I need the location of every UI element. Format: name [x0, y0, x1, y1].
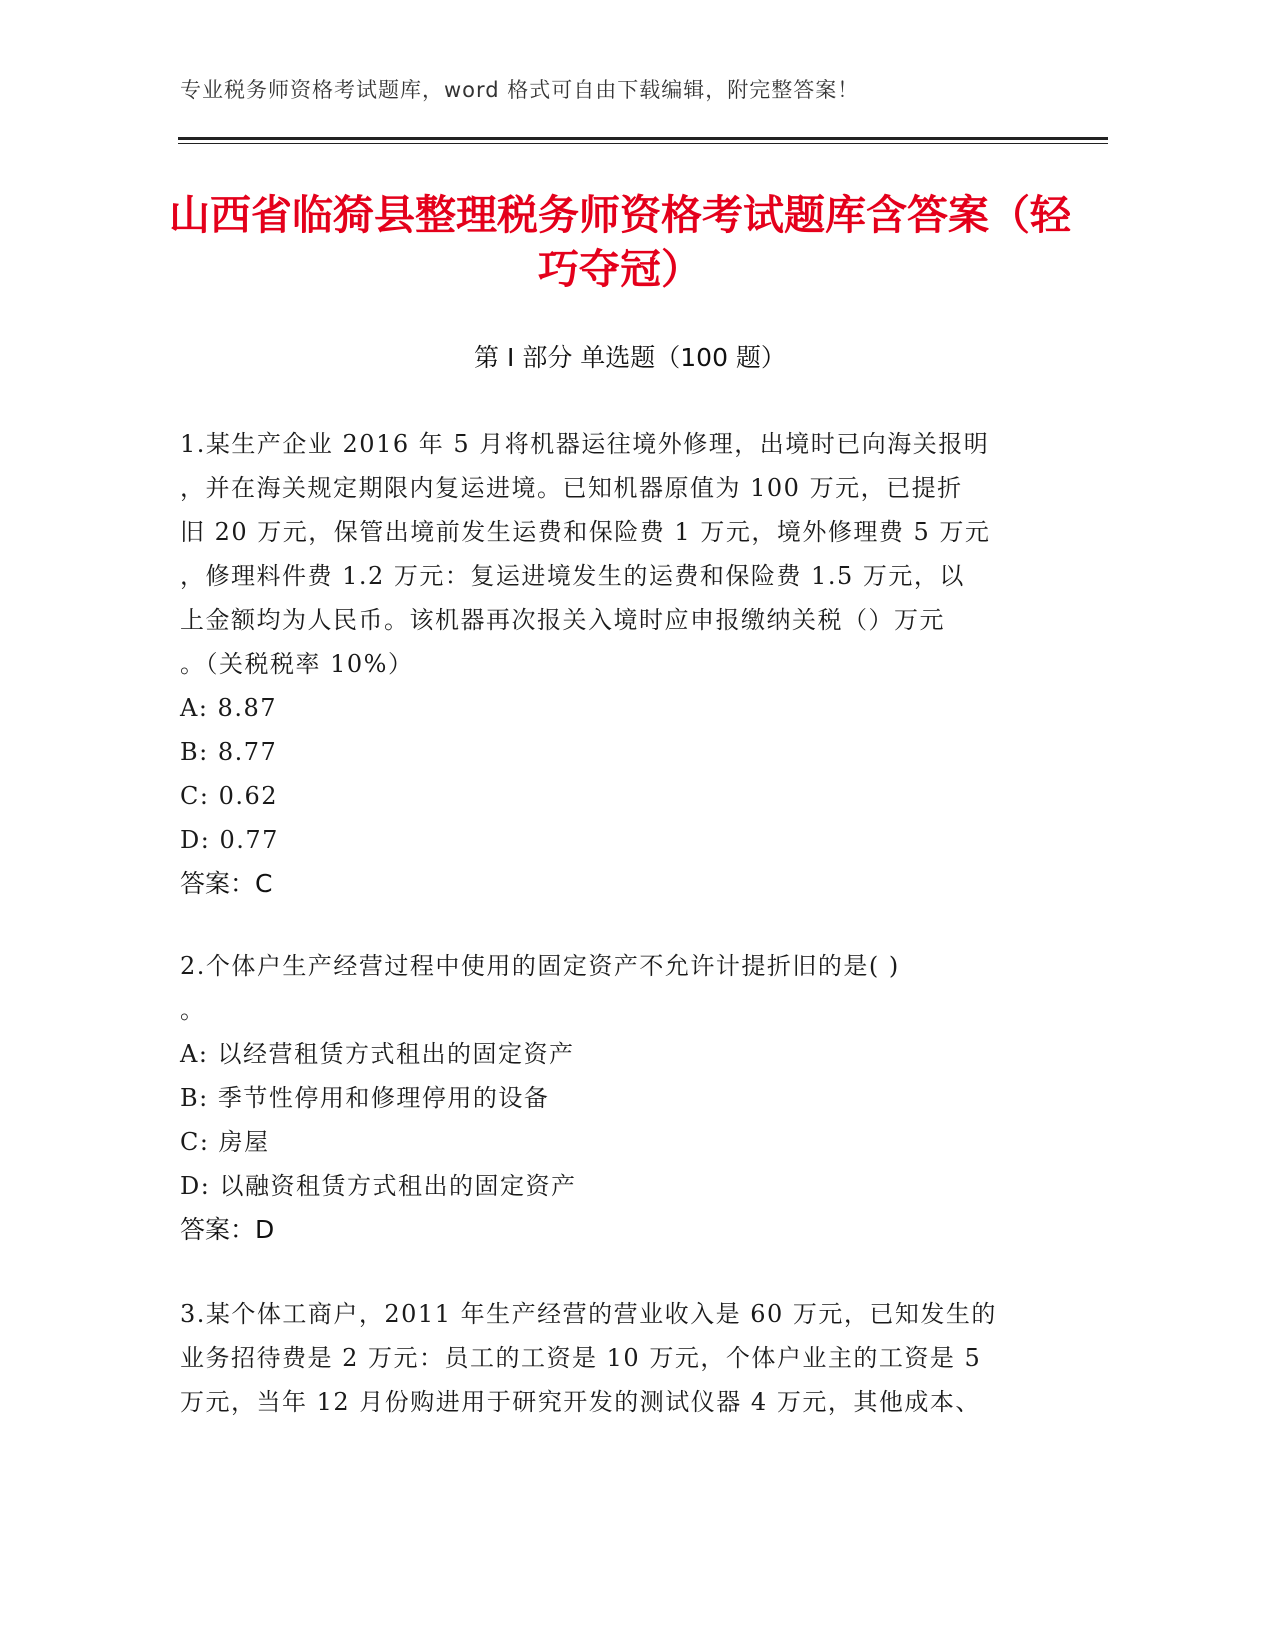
question-3	[180, 1292, 1040, 1424]
option-b: B: 季节性停用和修理停用的设备	[180, 1084, 550, 1112]
question-stem-line: 。（关税税率 10%）	[180, 650, 414, 678]
question-stem-line: 业务招待费是 2 万元：员工的工资是 10 万元，个体户业主的工资是 5	[180, 1344, 982, 1372]
question-stem-line: 上金额均为人民币。该机器再次报关入境时应申报缴纳关税（）万元	[180, 606, 945, 634]
header-note: 专业税务师资格考试题库，word 格式可自由下载编辑，附完整答案！	[180, 78, 860, 102]
answer: 答案：C	[180, 869, 273, 898]
option-a: A: 以经营租赁方式租出的固定资产	[180, 1040, 575, 1068]
question-stem-line: 2.个体户生产经营过程中使用的固定资产不允许计提折旧的是( )	[180, 952, 900, 980]
question-stem-line: ，并在海关规定期限内复运进境。已知机器原值为 100 万元，已提折	[180, 474, 963, 502]
option-b: B: 8.77	[180, 738, 278, 766]
question-stem-line: ，修理料件费 1.2 万元：复运进境发生的运费和保险费 1.5 万元，以	[180, 562, 965, 590]
question-stem-line: 。	[180, 996, 206, 1024]
question-stem-line: 3.某个体工商户，2011 年生产经营的营业收入是 60 万元，已知发生的	[180, 1300, 997, 1328]
option-d: D: 0.77	[180, 826, 279, 854]
header-rule-thick	[178, 137, 1108, 140]
question-stem-line: 1.某生产企业 2016 年 5 月将机器运往境外修理，出境时已向海关报明	[180, 430, 990, 458]
question-1	[180, 422, 1040, 906]
section-heading: 第 I 部分 单选题（100 题）	[474, 343, 786, 372]
option-d: D: 以融资租赁方式租出的固定资产	[180, 1172, 577, 1200]
question-2	[180, 944, 1040, 1252]
option-c: C: 房屋	[180, 1128, 270, 1156]
header-rule-thin	[178, 143, 1108, 144]
option-c: C: 0.62	[180, 782, 279, 810]
option-a: A: 8.87	[180, 694, 277, 722]
answer: 答案：D	[180, 1215, 275, 1244]
document-title: 山西省临猗县整理税务师资格考试题库含答案（轻巧夺冠）	[169, 191, 1071, 293]
question-stem-line: 旧 20 万元，保管出境前发生运费和保险费 1 万元，境外修理费 5 万元	[180, 518, 991, 546]
question-stem-line: 万元，当年 12 月份购进用于研究开发的测试仪器 4 万元，其他成本、	[180, 1388, 981, 1416]
